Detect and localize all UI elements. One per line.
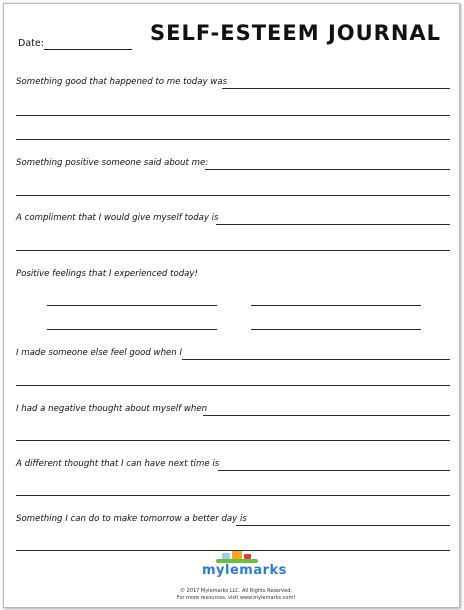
copyright-line: © 2017 Mylemarks LLC. All Rights Reserved. <box>180 588 292 594</box>
answer-line[interactable] <box>218 470 450 471</box>
feeling-line[interactable] <box>251 329 421 330</box>
answer-line[interactable] <box>16 385 450 386</box>
prompt-positive-said: Something positive someone said about me: <box>16 158 209 168</box>
answer-line[interactable] <box>16 195 450 196</box>
date-label: Date: <box>18 38 44 49</box>
answer-line[interactable] <box>16 115 450 116</box>
prompt-compliment: A compliment that I would give myself today is <box>16 213 219 223</box>
logo-text <box>202 563 287 578</box>
prompt-different-thought: A different thought that I can have next time is <box>16 459 220 469</box>
answer-line[interactable] <box>222 88 450 89</box>
feeling-line[interactable] <box>47 305 217 306</box>
prompt-good-thing: Something good that happened to me today was <box>16 77 228 87</box>
answer-line[interactable] <box>182 359 450 360</box>
answer-line[interactable] <box>236 525 450 526</box>
answer-line[interactable] <box>216 224 450 225</box>
date-field[interactable] <box>44 49 132 50</box>
answer-line[interactable] <box>16 250 450 251</box>
mylemarks-logo <box>202 550 287 582</box>
resources-line: For more resources, visit www.mylemarks.com! <box>176 595 296 601</box>
answer-line[interactable] <box>16 139 450 140</box>
answer-line[interactable] <box>205 169 450 170</box>
prompt-positive-feelings: Positive feelings that I experienced today! <box>16 269 198 279</box>
feeling-line[interactable] <box>47 329 217 330</box>
prompt-negative-thought: I had a negative thought about myself when <box>16 404 208 414</box>
answer-line[interactable] <box>16 440 450 441</box>
answer-line[interactable] <box>203 415 450 416</box>
logo-wordmark: mylemarks <box>202 563 287 578</box>
page-title: SELF-ESTEEM JOURNAL <box>150 21 442 45</box>
answer-line[interactable] <box>16 495 450 496</box>
feeling-line[interactable] <box>251 305 421 306</box>
prompt-made-someone-feel-good: I made someone else feel good when I <box>16 348 183 358</box>
prompt-better-tomorrow: Something I can do to make tomorrow a better day is <box>16 514 247 524</box>
journal-sheet <box>3 3 460 608</box>
